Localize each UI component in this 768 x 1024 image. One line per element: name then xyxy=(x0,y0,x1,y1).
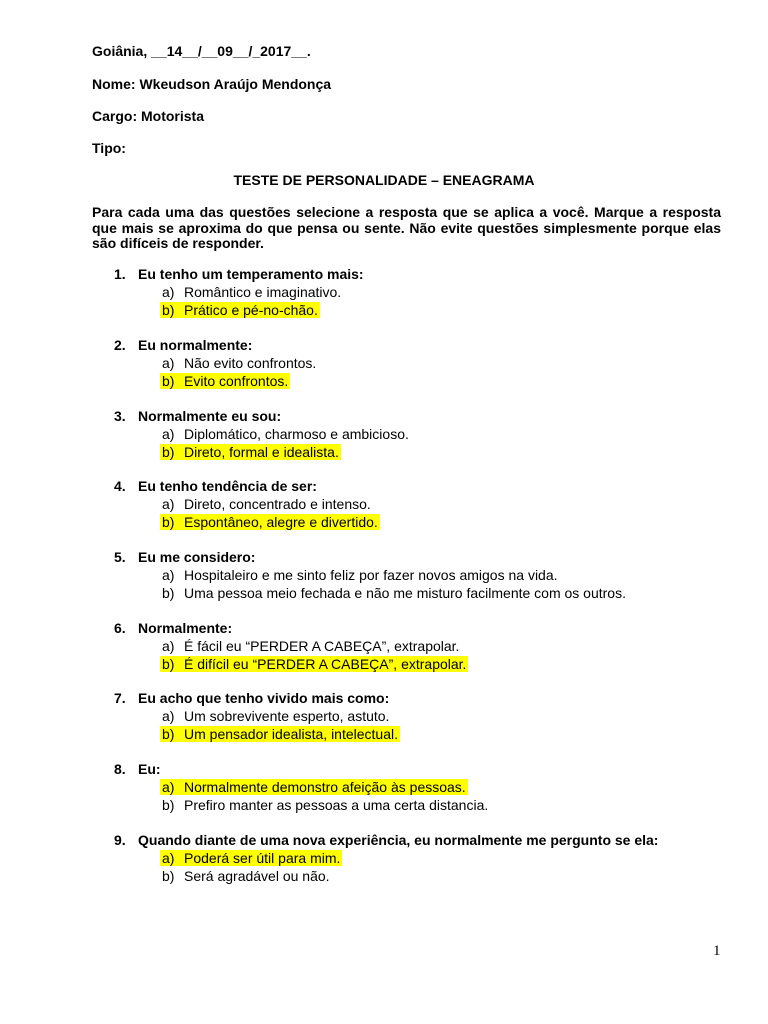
option-letter: a) xyxy=(162,708,175,724)
option-text: Normalmente demonstro afeição às pessoas. xyxy=(184,779,466,795)
question-text: Eu normalmente: xyxy=(138,337,253,353)
option-text: É fácil eu “PERDER A CABEÇA”, extrapolar. xyxy=(184,638,460,654)
type-line: Tipo: xyxy=(92,140,126,156)
role-line: Cargo: Motorista xyxy=(92,108,204,124)
option-letter: a) xyxy=(162,779,175,795)
question-number: 7. xyxy=(114,690,126,706)
option-text: Evito confrontos. xyxy=(184,373,289,389)
question-text: Normalmente eu sou: xyxy=(138,408,282,424)
date-line: Goiânia, __14__/__09__/_2017__. xyxy=(92,43,311,59)
option-text: Espontâneo, alegre e divertido. xyxy=(184,514,378,530)
instructions-paragraph: Para cada uma das questões selecione a resposta que se aplica a você. Marque a resposta que mais se aproxima do que pensa ou sente. Não evite questões simplesmente porque elas são difíceis de responder. xyxy=(92,204,721,251)
option-letter: b) xyxy=(162,868,175,884)
question-number: 1. xyxy=(114,266,126,282)
option-text: Direto, concentrado e intenso. xyxy=(184,496,371,512)
page-number: 1 xyxy=(713,943,721,959)
option-letter: b) xyxy=(162,726,175,742)
option-text: Hospitaleiro e me sinto feliz por fazer novos amigos na vida. xyxy=(184,567,558,583)
option-letter: b) xyxy=(162,656,175,672)
option-letter: b) xyxy=(162,373,175,389)
option-letter: a) xyxy=(162,284,175,300)
option-text: Um pensador idealista, intelectual. xyxy=(184,726,399,742)
question-number: 5. xyxy=(114,549,126,565)
option-text: Romântico e imaginativo. xyxy=(184,284,342,300)
option-text: Será agradável ou não. xyxy=(184,868,330,884)
option-text: Poderá ser útil para mim. xyxy=(184,850,341,866)
question-number: 4. xyxy=(114,478,126,494)
question-number: 9. xyxy=(114,832,126,848)
question-text: Eu tenho tendência de ser: xyxy=(138,478,317,494)
name-line: Nome: Wkeudson Araújo Mendonça xyxy=(92,76,332,92)
option-letter: a) xyxy=(162,638,175,654)
option-letter: b) xyxy=(162,585,175,601)
option-text: Prático e pé-no-chão. xyxy=(184,302,318,318)
option-letter: b) xyxy=(162,514,175,530)
option-text: Prefiro manter as pessoas a uma certa distancia. xyxy=(184,797,489,813)
option-letter: a) xyxy=(162,496,175,512)
question-number: 8. xyxy=(114,761,126,777)
option-letter: a) xyxy=(162,426,175,442)
option-text: Não evito confrontos. xyxy=(184,355,317,371)
option-text: É difícil eu “PERDER A CABEÇA”, extrapolar. xyxy=(184,656,467,672)
option-letter: a) xyxy=(162,355,175,371)
option-letter: b) xyxy=(162,444,175,460)
question-text: Eu me considero: xyxy=(138,549,256,565)
question-text: Eu: xyxy=(138,761,161,777)
option-text: Um sobrevivente esperto, astuto. xyxy=(184,708,390,724)
option-text: Uma pessoa meio fechada e não me misturo facilmente com os outros. xyxy=(184,585,626,601)
question-number: 3. xyxy=(114,408,126,424)
option-letter: b) xyxy=(162,797,175,813)
option-letter: a) xyxy=(162,567,175,583)
option-text: Direto, formal e idealista. xyxy=(184,444,339,460)
document-title: TESTE DE PERSONALIDADE – ENEAGRAMA xyxy=(233,172,535,188)
question-text: Eu acho que tenho vivido mais como: xyxy=(138,690,390,706)
question-number: 6. xyxy=(114,620,126,636)
question-number: 2. xyxy=(114,337,126,353)
question-text: Eu tenho um temperamento mais: xyxy=(138,266,364,282)
question-text: Normalmente: xyxy=(138,620,233,636)
option-letter: b) xyxy=(162,302,175,318)
option-text: Diplomático, charmoso e ambicioso. xyxy=(184,426,409,442)
option-letter: a) xyxy=(162,850,175,866)
question-text: Quando diante de uma nova experiência, eu normalmente me pergunto se ela: xyxy=(138,832,659,848)
